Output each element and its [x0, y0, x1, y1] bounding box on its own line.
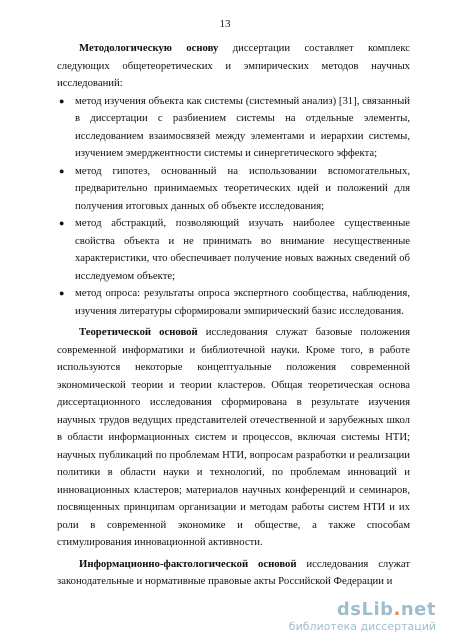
theory-text: исследования служат базовые положения современной информатики и библиотечной науки. Кроме того, в работе используются некоторые концептуальные положения современной экономической теории и теории кластеров. Общая теоретическая основа диссертационного исследования сформирована в результате изучения научных трудов ведущих представителей отечественной и зарубежных школ в области информационных систем и процессов, включая системы НТИ; научных публикаций по проблемам НТИ, вопросам разработки и реализации политики в области науки и технологий, по проблемам инноваций и инновационных кластеров; материалов научных конференций и семинаров, посвященных принципам организации и методам работы систем НТИ и их роли в современной экономике и обществе, а также способам стимулирования инновационной активности.	[57, 326, 411, 548]
methodology-paragraph	[57, 40, 410, 93]
bullet-icon: ●	[59, 288, 65, 298]
info-heading: Информационно-фактологической основой	[79, 557, 297, 570]
list-item: ● метод гипотез, основанный на использовании вспомогательных, предварительно принимаемых теоретических идей и положений для получения итоговых данных об объекте исследования;	[59, 164, 410, 212]
info-paragraph	[57, 556, 410, 591]
methodology-text: диссертации составляет комплекс следующих общетеоретических и эмпирических методов научных исследований:	[57, 42, 410, 89]
info-text: исследования служат законодательные и нормативные правовые акты Российской Федерации и	[57, 557, 410, 587]
bullet-icon: ●	[59, 218, 65, 228]
theory-paragraph	[57, 324, 410, 552]
watermark-subtitle: библиотека диссертаций	[288, 620, 436, 633]
page-number: 13	[219, 18, 231, 30]
methods-list	[57, 93, 410, 321]
list-item: ● метод опроса: результаты опроса экспертного сообщества, наблюдения, изучения литературы сформировали эмпирический базис исследования.	[59, 287, 410, 317]
bullet-icon: ●	[59, 165, 65, 176]
bullet-icon: ●	[59, 95, 65, 106]
list-item: ● метод абстракций, позволяющий изучать наиболее существенные свойства объекта и не принимать во внимание несущественные характеристики, что обеспечивает получение новых важных сведений об исследуемом объекте;	[59, 217, 410, 282]
methodology-heading: Методологическую основу	[79, 42, 219, 54]
document-body	[57, 40, 410, 591]
theory-heading: Теоретической основой	[79, 326, 198, 338]
watermark-logo: dsLib.net	[336, 599, 436, 620]
list-item: ● метод изучения объекта как системы (системный анализ) [31], связанный в диссертации с разбиением системы на отдельные элементы, исследованием взаимосвязей между элементами и иерархии системы, изучением эмерджентности системы и синергетического эффекта;	[59, 94, 410, 159]
watermark	[289, 600, 436, 633]
